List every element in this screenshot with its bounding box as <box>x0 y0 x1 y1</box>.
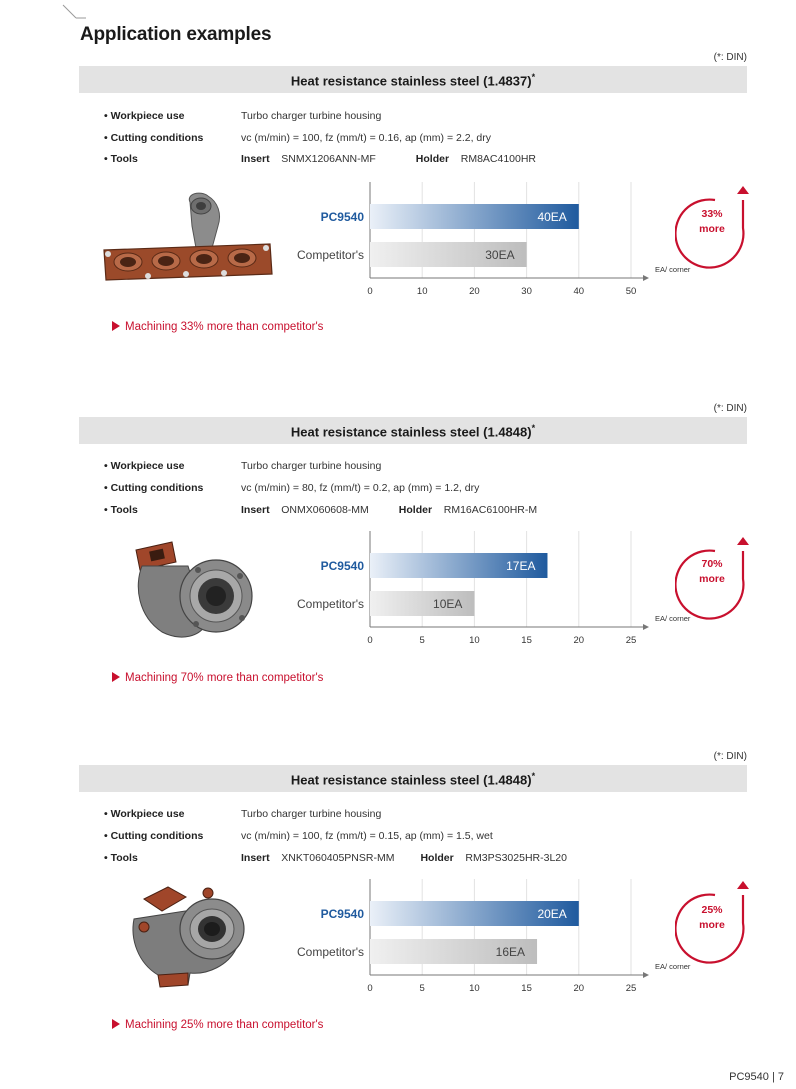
workpiece-label: • Workpiece use <box>104 808 185 820</box>
holder-label: Holder <box>415 153 450 165</box>
cutting-value: vc (m/min) = 100, fz (mm/t) = 0.15, ap (mm) = 1.5, wet <box>241 830 493 842</box>
insert-label: Insert <box>241 504 270 516</box>
x-axis-label: EA/ corner <box>655 962 691 971</box>
result-note: Machining 33% more than competitor's <box>112 321 323 333</box>
category-label: Competitor's <box>297 248 364 262</box>
section-title: Heat resistance stainless steel (1.4848)* <box>290 423 536 440</box>
insert-value: XNKT060405PNSR-MM <box>281 852 395 864</box>
category-label: Competitor's <box>297 597 364 611</box>
result-note: Machining 70% more than competitor's <box>112 672 323 684</box>
holder-label: Holder <box>398 504 433 516</box>
chart-svg <box>290 531 700 651</box>
application-section <box>0 751 796 1081</box>
triangle-bullet-icon <box>112 1019 120 1029</box>
x-tick-label: 15 <box>521 983 532 994</box>
x-tick-label: 20 <box>573 983 585 994</box>
improvement-badge <box>675 531 755 621</box>
tools-label: • Tools <box>104 852 138 864</box>
performance-chart <box>290 531 700 651</box>
bar-data-label: 20EA <box>537 907 567 921</box>
bar-data-label: 30EA <box>485 248 515 262</box>
x-axis-arrow-icon <box>643 972 649 978</box>
performance-chart <box>290 182 700 302</box>
page-title: Application examples <box>80 24 272 45</box>
x-tick-label: 5 <box>419 983 425 994</box>
x-axis-label: EA/ corner <box>655 265 691 274</box>
x-tick-label: 10 <box>469 983 480 994</box>
workpiece-label: • Workpiece use <box>104 460 185 472</box>
workpiece-value: Turbo charger turbine housing <box>241 808 382 820</box>
holder-value: RM3PS3025HR-3L20 <box>465 852 567 864</box>
x-axis-arrow-icon <box>643 624 649 630</box>
application-section <box>0 403 796 733</box>
workpiece-value: Turbo charger turbine housing <box>241 110 382 122</box>
badge-percent: 25% <box>701 904 723 916</box>
tools-label: • Tools <box>104 153 138 165</box>
tools-value <box>241 504 537 516</box>
performance-chart <box>290 879 700 999</box>
x-axis-arrow-icon <box>643 275 649 281</box>
section-title: Heat resistance stainless steel (1.4837)* <box>290 72 536 89</box>
tools-value <box>241 852 567 864</box>
improvement-badge <box>675 180 755 270</box>
chart-svg <box>290 182 700 302</box>
triangle-bullet-icon <box>112 672 120 682</box>
section-header-band <box>79 765 747 792</box>
bar-data-label: 16EA <box>495 945 526 959</box>
chart-svg <box>290 879 700 999</box>
x-tick-label: 0 <box>367 286 373 297</box>
badge-more: more <box>699 223 725 235</box>
insert-label: Insert <box>241 153 270 165</box>
x-tick-label: 50 <box>625 286 637 297</box>
bar-data-label: 40EA <box>537 210 567 224</box>
x-tick-label: 15 <box>521 635 532 646</box>
x-tick-label: 25 <box>625 635 637 646</box>
bar-data-label: 17EA <box>506 559 536 573</box>
category-label: PC9540 <box>320 210 364 224</box>
x-tick-label: 5 <box>419 635 425 646</box>
turbine-housing-image <box>128 536 258 644</box>
x-tick-label: 20 <box>573 635 585 646</box>
x-tick-label: 40 <box>573 286 585 297</box>
category-label: Competitor's <box>297 945 364 959</box>
cutting-value: vc (m/min) = 80, fz (mm/t) = 0.2, ap (mm) = 1.2, dry <box>241 482 480 494</box>
tools-label: • Tools <box>104 504 138 516</box>
cutting-label: • Cutting conditions <box>104 482 204 494</box>
workpiece-value: Turbo charger turbine housing <box>241 460 382 472</box>
section-title: Heat resistance stainless steel (1.4848)* <box>290 771 536 788</box>
tools-value <box>241 153 536 165</box>
x-tick-label: 0 <box>367 635 373 646</box>
x-tick-label: 20 <box>469 286 480 297</box>
holder-value: RM8AC4100HR <box>460 153 537 165</box>
cutting-value: vc (m/min) = 100, fz (mm/t) = 0.16, ap (mm) = 2.2, dry <box>241 132 492 144</box>
insert-label: Insert <box>241 852 270 864</box>
insert-value: ONMX060608-MM <box>281 504 369 516</box>
insert-value: SNMX1206ANN-MF <box>281 153 376 165</box>
x-tick-label: 0 <box>367 983 373 994</box>
page-footer: PC9540 | 7 <box>729 1071 784 1083</box>
cutting-label: • Cutting conditions <box>104 132 204 144</box>
badge-percent: 33% <box>701 208 723 220</box>
triangle-bullet-icon <box>112 321 120 331</box>
category-label: PC9540 <box>320 559 364 573</box>
x-tick-label: 10 <box>416 286 428 297</box>
workpiece-label: • Workpiece use <box>104 110 185 122</box>
din-note: (*: DIN) <box>713 52 747 63</box>
x-axis-label: EA/ corner <box>655 614 691 623</box>
holder-label: Holder <box>420 852 454 864</box>
holder-value: RM16AC6100HR-M <box>443 504 538 516</box>
turbine-housing-image <box>128 879 258 989</box>
x-tick-label: 10 <box>469 635 480 646</box>
badge-percent: 70% <box>701 558 723 570</box>
category-label: PC9540 <box>320 907 364 921</box>
improvement-badge <box>675 875 755 965</box>
x-tick-label: 30 <box>521 286 532 297</box>
section-header-band <box>79 66 747 93</box>
badge-more: more <box>699 573 725 585</box>
corner-mark-icon <box>62 4 86 24</box>
bar-data-label: 10EA <box>433 597 463 611</box>
din-note: (*: DIN) <box>713 403 747 414</box>
exhaust-manifold-image <box>100 192 275 287</box>
x-tick-label: 25 <box>625 983 637 994</box>
din-note: (*: DIN) <box>713 751 747 762</box>
result-note: Machining 25% more than competitor's <box>112 1019 323 1031</box>
badge-more: more <box>699 919 725 931</box>
section-header-band <box>79 417 747 444</box>
application-section <box>0 52 796 382</box>
cutting-label: • Cutting conditions <box>104 830 204 842</box>
